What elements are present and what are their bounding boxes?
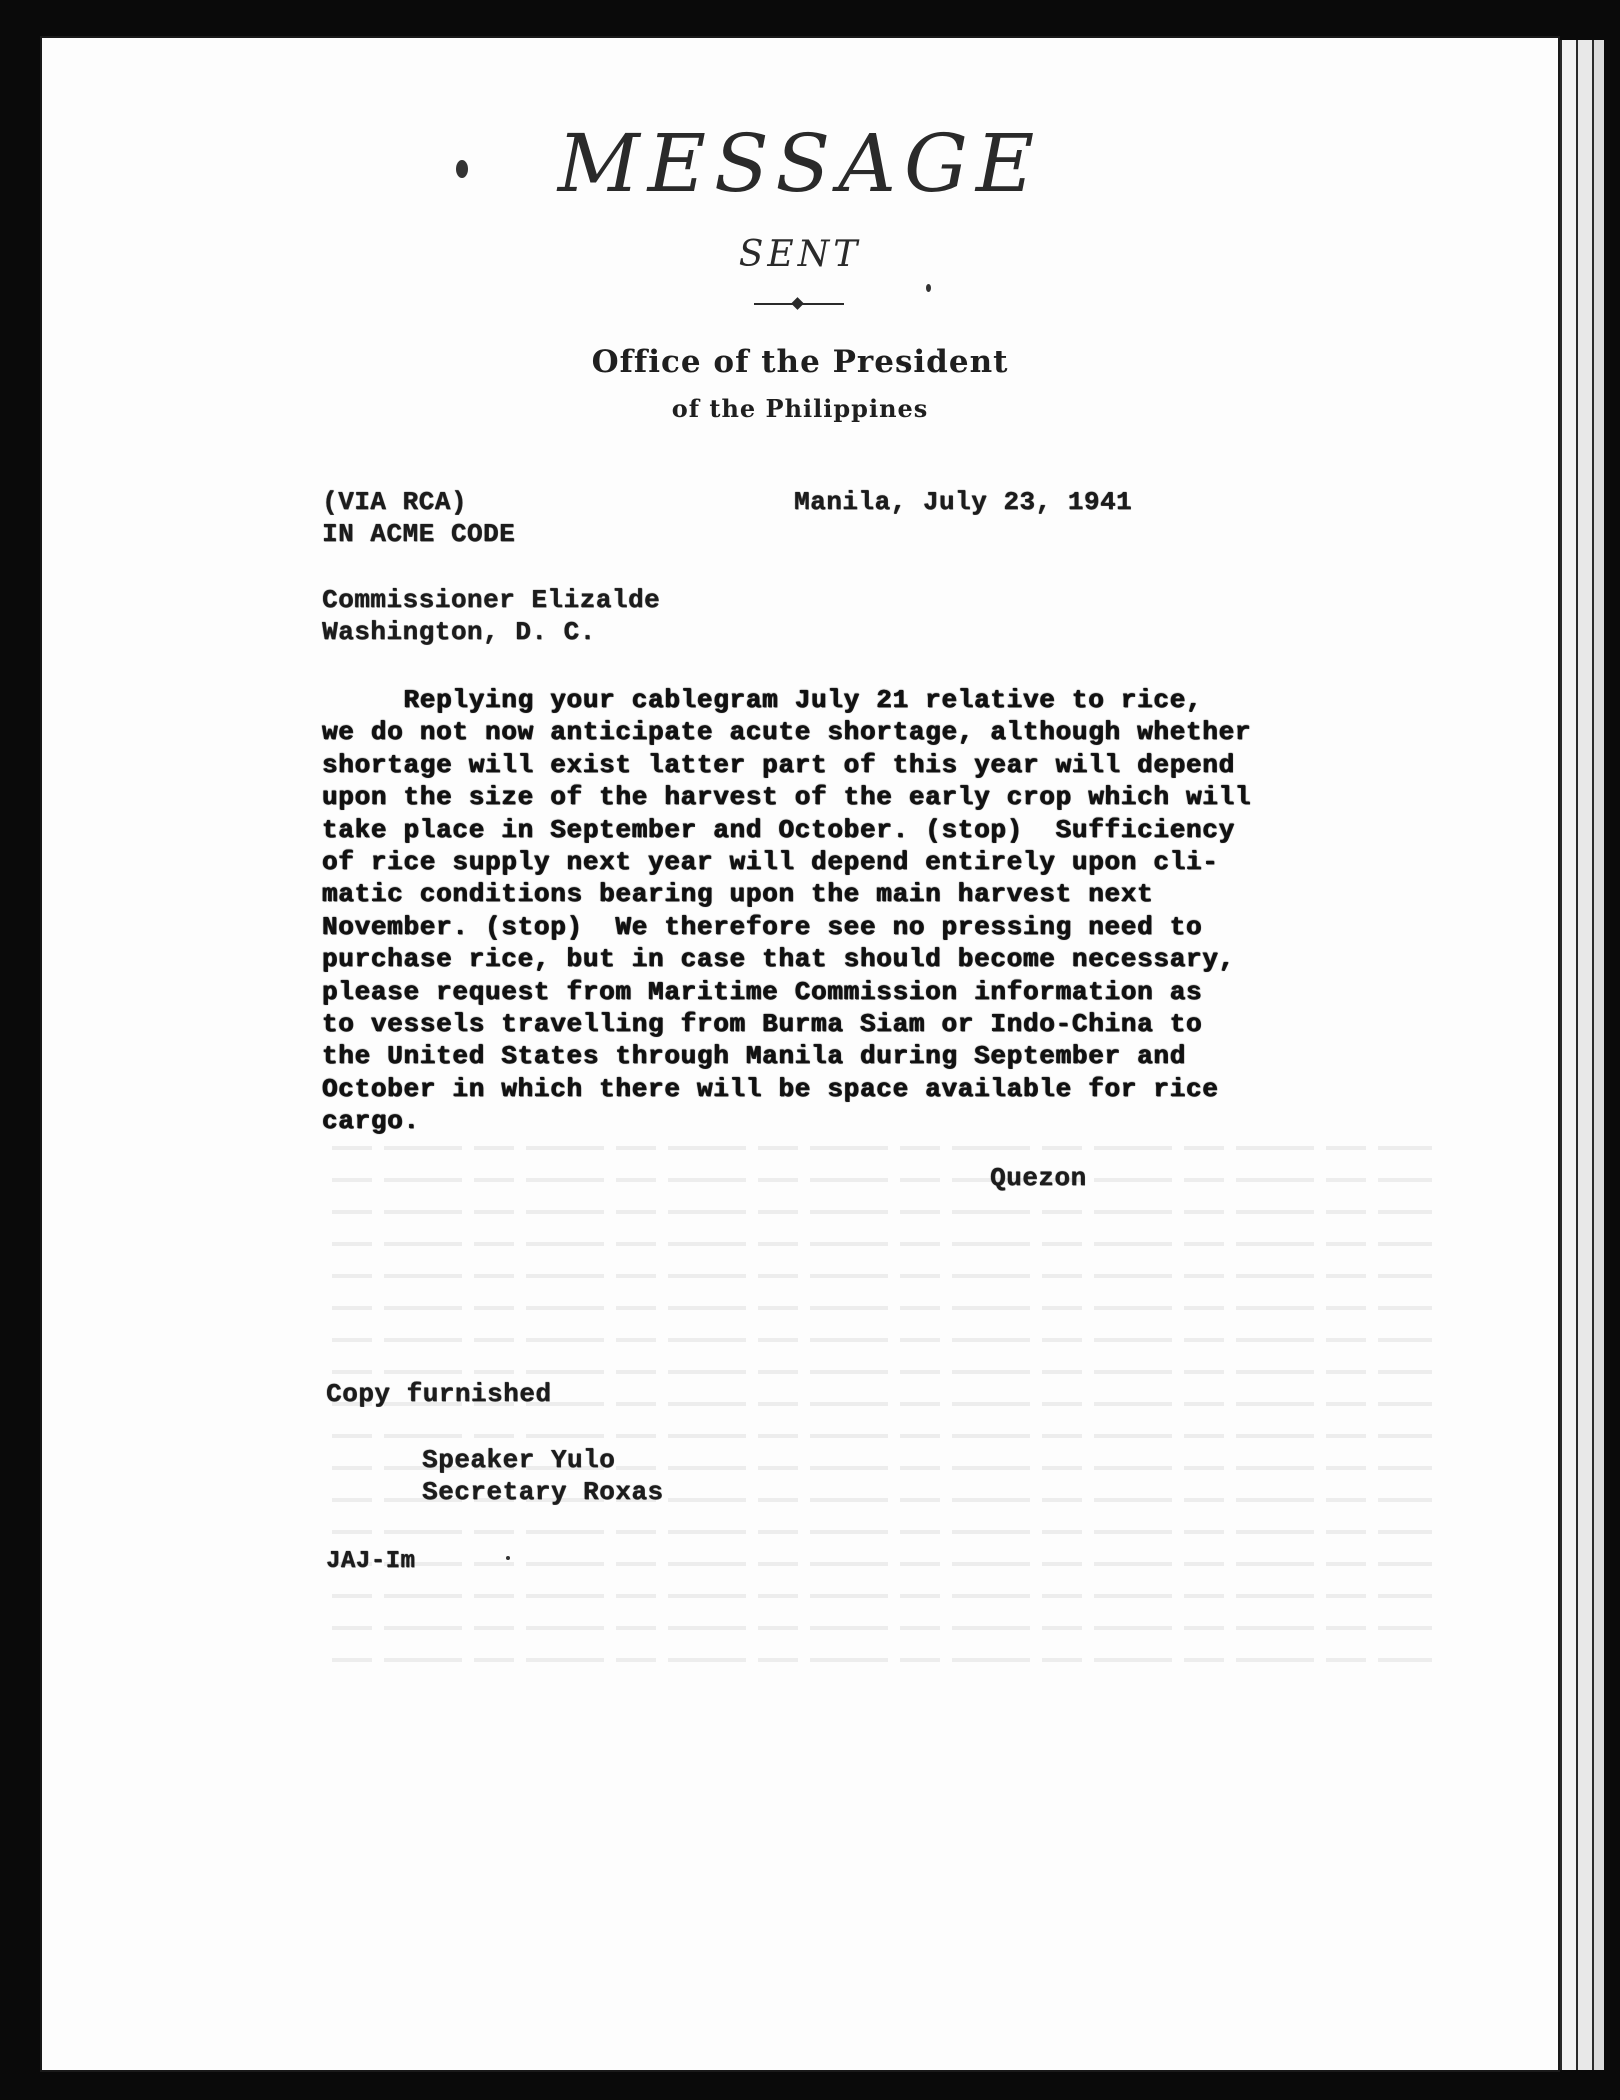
ink-speck	[506, 1556, 510, 1560]
body-line: take place in September and October. (stop) Sufficiency	[322, 814, 1235, 845]
body-line: the United States through Manila during September and	[322, 1041, 1187, 1072]
copy-recipient: Secretary Roxas	[422, 1477, 664, 1507]
ornament-diamond-icon	[791, 297, 804, 310]
letter-page	[40, 36, 1560, 2072]
office-name: Office of the President	[591, 344, 1009, 380]
sheet-edge	[1560, 40, 1576, 2070]
office-country: of the Philippines	[671, 394, 929, 423]
body-line: upon the size of the harvest of the early crop which will	[322, 782, 1252, 813]
signature: Quezon	[990, 1163, 1087, 1193]
body-line: cargo.	[322, 1106, 420, 1137]
letterhead	[42, 38, 1558, 438]
copy-recipient: Speaker Yulo	[422, 1445, 616, 1475]
sheet-edge	[1592, 40, 1604, 2070]
body-line: purchase rice, but in case that should become necessary,	[322, 944, 1235, 975]
body-line: October in which there will be space available for rice	[322, 1073, 1219, 1104]
body-line: November. (stop) We therefore see no pressing need to	[322, 911, 1203, 942]
body-line: we do not now anticipate acute shortage, although whether	[322, 717, 1252, 748]
transmission-route: (VIA RCA)	[322, 487, 467, 517]
recipient-name: Commissioner Elizalde	[322, 585, 661, 615]
letterhead-title: MESSAGE	[557, 117, 1043, 210]
body-line: please request from Maritime Commission information as	[322, 976, 1203, 1007]
reference-initials: JAJ-Im	[326, 1548, 416, 1575]
copy-furnished-label: Copy furnished	[326, 1379, 552, 1409]
recipient-address: Washington, D. C.	[322, 617, 596, 647]
ink-speck	[926, 284, 931, 292]
body-line: of rice supply next year will depend entirely upon cli-	[322, 847, 1219, 878]
message-date: Manila, July 23, 1941	[794, 487, 1133, 517]
body-line: to vessels travelling from Burma Siam or Indo-China to	[322, 1009, 1203, 1040]
cipher-code: IN ACME CODE	[322, 519, 516, 549]
sheet-edge	[1576, 40, 1592, 2070]
body-line: Replying your cablegram July 21 relative to rice,	[322, 685, 1203, 715]
body-line: matic conditions bearing upon the main harvest next	[322, 879, 1154, 910]
letterhead-subtitle: SENT	[738, 234, 862, 275]
message-body	[322, 684, 1462, 1138]
body-line: shortage will exist latter part of this year will depend	[322, 749, 1235, 780]
